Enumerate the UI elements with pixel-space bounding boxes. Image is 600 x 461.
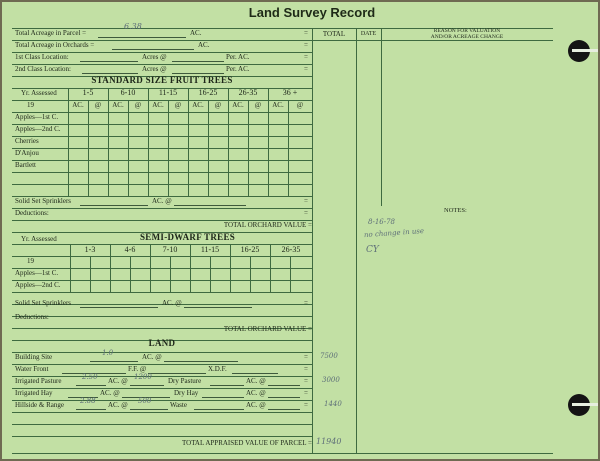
sprinklers-label: Solid Set Sprinklers	[15, 299, 72, 307]
at-subheader: @	[174, 101, 182, 109]
total-appraised-value: 11940	[316, 437, 342, 446]
divider	[356, 28, 357, 454]
total-orchard-value-label: TOTAL ORCHARD VALUE =	[223, 325, 312, 333]
at-subheader: @	[296, 101, 304, 109]
age-group-header: 4-6	[124, 245, 136, 254]
notes-label: NOTES:	[444, 207, 467, 214]
tree-row-label: Apples—2nd C.	[15, 125, 61, 133]
xdf-label: X.D.F.	[208, 365, 227, 373]
equals-sign: =	[304, 41, 308, 49]
age-group-header: 26-35	[238, 88, 258, 97]
yr-assessed-label: Yr. Assessed	[21, 235, 57, 243]
at-subheader: @	[254, 101, 262, 109]
per-ac-label: Per. AC.	[226, 65, 250, 73]
divider	[381, 28, 382, 206]
deductions-label: Deductions:	[15, 313, 49, 321]
tree-row-label: Apples—2nd C.	[15, 281, 61, 289]
ac-subheader: AC.	[72, 101, 84, 109]
total-column-header: TOTAL	[322, 30, 346, 38]
yr-assessed-label: Yr. Assessed	[21, 89, 57, 97]
irrigated-pasture-acres: 2.50	[82, 373, 98, 381]
survey-card	[2, 2, 598, 459]
equals-sign: =	[304, 29, 308, 37]
tree-row-label: Apples—1st C.	[15, 113, 59, 121]
building-site-acres: 1.0	[102, 349, 114, 357]
ac-subheader: AC.	[112, 101, 124, 109]
sprinklers-label: Solid Set Sprinklers	[15, 197, 72, 205]
age-group-header: 11-15	[158, 88, 178, 97]
ac-at-label: AC. @	[162, 299, 182, 307]
ac-label: AC.	[198, 41, 210, 49]
age-group-header: 36 +	[282, 88, 298, 97]
equals-sign: =	[304, 353, 308, 361]
irrigated-hay-label: Irrigated Hay	[15, 389, 53, 397]
equals-sign: =	[304, 65, 308, 73]
equals-sign: =	[304, 197, 308, 205]
total-appraised-label: TOTAL APPRAISED VALUE OF PARCEL =	[182, 439, 312, 447]
ff-label: F.F. @	[128, 365, 147, 373]
age-group-header: 16-25	[198, 88, 218, 97]
first-class-label: 1st Class Location:	[15, 53, 69, 61]
hillside-rate: 500	[138, 397, 152, 405]
equals-sign: =	[304, 401, 308, 409]
total-orchards-label: Total Acreage in Orchards =	[15, 41, 95, 49]
at-subheader: @	[134, 101, 142, 109]
irrigated-pasture-label: Irrigated Pasture	[15, 377, 62, 385]
reason-column-header	[381, 28, 553, 40]
year-prefix: 19	[27, 257, 34, 265]
form-title: Land Survey Record	[248, 5, 376, 20]
equals-sign: =	[304, 209, 308, 217]
survey-form	[12, 22, 553, 454]
age-group-header: 16-25	[240, 245, 260, 254]
ac-label: AC.	[190, 29, 202, 37]
ac-subheader: AC.	[152, 101, 164, 109]
tree-row-label: Cherries	[15, 137, 39, 145]
total-orchard-value-label: TOTAL ORCHARD VALUE =	[223, 221, 312, 229]
note-date: 8-16-78	[368, 218, 395, 226]
equals-sign: =	[304, 365, 308, 373]
ac-at-label: AC. @	[108, 401, 128, 409]
divider	[312, 28, 313, 454]
land-heading: LAND	[148, 338, 176, 348]
ac-at-label: AC. @	[100, 389, 120, 397]
second-class-label: 2nd Class Location:	[15, 65, 71, 73]
tree-row-label: D'Anjou	[15, 149, 39, 157]
equals-sign: =	[304, 53, 308, 61]
semi-dwarf-heading: SEMI-DWARF TREES	[140, 232, 236, 242]
age-group-header: 26-35	[281, 245, 301, 254]
acres-at-label: Acres @	[142, 65, 167, 73]
age-group-header: 1-5	[82, 88, 94, 97]
tree-row-label: Bartlett	[15, 161, 36, 169]
ac-subheader: AC.	[232, 101, 244, 109]
ac-at-label: AC. @	[246, 401, 266, 409]
equals-sign: =	[304, 377, 308, 385]
building-site-total: 7500	[320, 352, 338, 360]
hillside-label: Hillside & Range	[15, 401, 64, 409]
irrigated-pasture-rate: 1200	[134, 373, 152, 381]
age-group-header: 1-3	[84, 245, 96, 254]
date-column-header: DATE	[360, 31, 377, 37]
reason-header-line: REASON FOR VALUATION	[433, 28, 501, 34]
deductions-label: Deductions:	[15, 209, 49, 217]
waste-label: Waste	[170, 401, 187, 409]
tree-row-label: Apples—1st C.	[15, 269, 59, 277]
per-ac-label: Per. AC.	[226, 53, 250, 61]
water-front-label: Water Front	[15, 365, 49, 373]
ac-subheader: AC.	[272, 101, 284, 109]
total-parcel-value: 6.38	[124, 22, 142, 31]
acres-at-label: Acres @	[142, 53, 167, 61]
at-subheader: @	[94, 101, 102, 109]
total-parcel-label: Total Acreage in Parcel =	[15, 29, 87, 37]
ac-at-label: AC. @	[246, 389, 266, 397]
ac-at-label: AC. @	[152, 197, 172, 205]
ac-at-label: AC. @	[142, 353, 162, 361]
building-site-label: Building Site	[15, 353, 53, 361]
note-text: no change in use	[363, 226, 425, 240]
hillside-acres: 2.88	[80, 397, 96, 405]
hillside-total: 1440	[324, 400, 342, 408]
ac-at-label: AC. @	[108, 377, 128, 385]
standard-trees-heading: STANDARD SIZE FRUIT TREES	[91, 75, 233, 85]
age-group-header: 11-15	[200, 245, 220, 254]
ac-subheader: AC.	[192, 101, 204, 109]
equals-sign: =	[304, 299, 308, 307]
reason-header-line: AND/OR ACREAGE CHANGE	[430, 34, 504, 40]
pasture-total: 3000	[322, 376, 340, 384]
ac-at-label: AC. @	[246, 377, 266, 385]
equals-sign: =	[304, 389, 308, 397]
note-initials: CY	[366, 245, 379, 255]
age-group-header: 6-10	[120, 88, 136, 97]
year-prefix: 19	[27, 101, 34, 109]
age-group-header: 7-10	[162, 245, 178, 254]
dry-hay-label: Dry Hay	[174, 389, 199, 397]
at-subheader: @	[214, 101, 222, 109]
dry-pasture-label: Dry Pasture	[168, 377, 202, 385]
